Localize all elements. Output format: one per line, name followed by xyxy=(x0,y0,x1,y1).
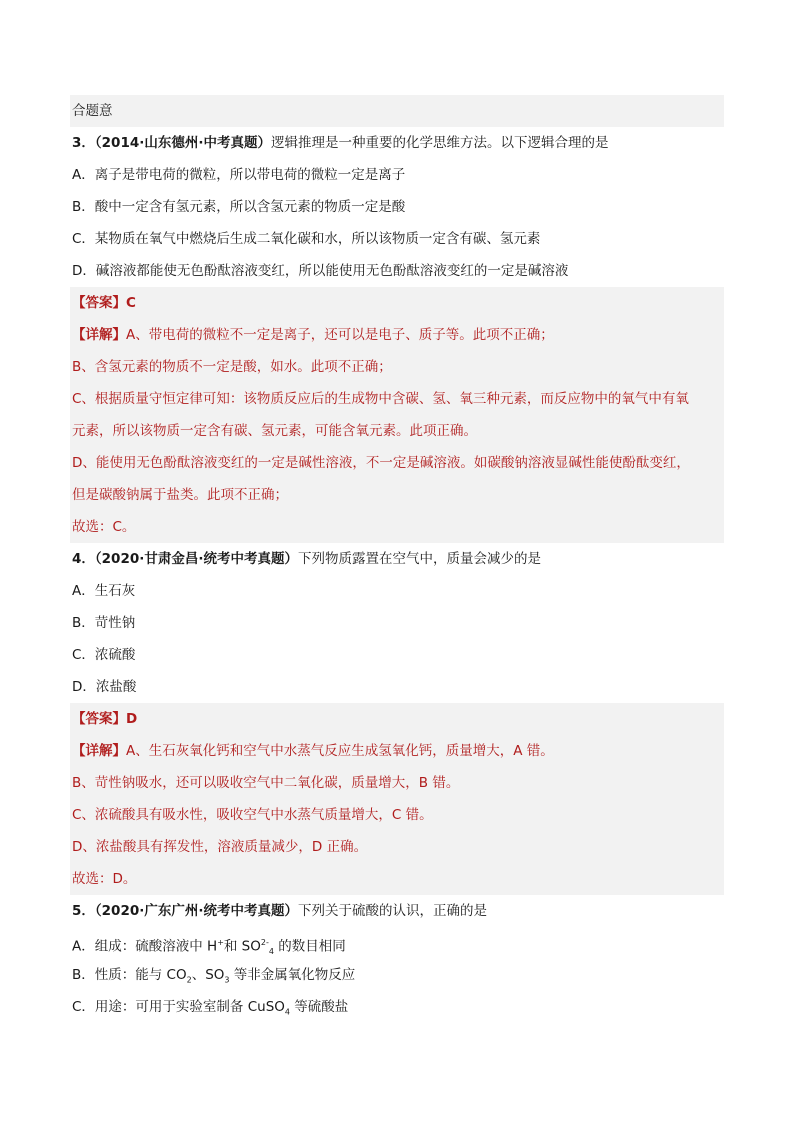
question-number: 3． xyxy=(72,135,95,151)
question-number: 4． xyxy=(72,551,95,567)
question-source: （2014·山东德州·中考真题） xyxy=(94,135,271,151)
option-text: 和 SO xyxy=(223,938,261,955)
question-text: 下列物质露置在空气中，质量会减少的是 xyxy=(298,551,541,567)
subscript: 2 xyxy=(186,975,192,985)
q3-option-d: D．碱溶液都能使无色酚酞溶液变红，所以能使用无色酚酞溶液变红的一定是碱溶液 xyxy=(72,263,569,279)
q4-option-c: C．浓硫酸 xyxy=(72,647,136,663)
q3-option-a: A．离子是带电荷的微粒，所以带电荷的微粒一定是离子 xyxy=(72,167,406,183)
q4-option-d: D．浓盐酸 xyxy=(72,679,137,695)
option-text: 的数目相同 xyxy=(273,938,346,955)
q5-option-b xyxy=(70,959,724,991)
q3-detail-d2: 但是碳酸钠属于盐类。此项不正确； xyxy=(72,487,288,503)
option-text: 等非金属氧化物反应 xyxy=(229,967,356,983)
question-source: （2020·甘肃金昌·统考中考真题） xyxy=(94,551,298,567)
q4-detail-a xyxy=(70,735,724,767)
document-page xyxy=(70,95,724,1023)
q3-detail-b: B、含氢元素的物质不一定是酸，如水。此项不正确； xyxy=(72,359,392,375)
detail-text: A、生石灰氧化钙和空气中水蒸气反应生成氢氧化钙，质量增大，A 错。 xyxy=(126,743,554,759)
q3-answer xyxy=(70,287,724,319)
q3-option-c: C．某物质在氧气中燃烧后生成二氧化碳和水，所以该物质一定含有碳、氢元素 xyxy=(72,231,541,247)
question-4-stem xyxy=(70,543,724,575)
answer-tag: 【答案】 xyxy=(72,711,126,727)
q4-detail-d: D、浓盐酸具有挥发性，溶液质量减少，D 正确。 xyxy=(72,839,368,855)
q3-option-b: B．酸中一定含有氢元素，所以含氢元素的物质一定是酸 xyxy=(72,199,406,215)
superscript: 2- xyxy=(260,938,269,947)
subscript: 4 xyxy=(268,947,274,957)
question-3-stem xyxy=(70,127,724,159)
question-text: 逻辑推理是一种重要的化学思维方法。以下逻辑合理的是 xyxy=(271,135,609,151)
question-text: 下列关于硫酸的认识，正确的是 xyxy=(298,903,487,919)
q3-detail-c1: C、根据质量守恒定律可知：该物质反应后的生成物中含碳、氢、氧三种元素，而反应物中的氧气中有氧 xyxy=(72,391,689,407)
option-text: 、SO xyxy=(191,967,225,983)
q3-detail-a xyxy=(70,319,724,351)
option-text: B．性质：能与 CO xyxy=(72,967,187,983)
q4-detail-c: C、浓硫酸具有吸水性，吸收空气中水蒸气质量增大，C 错。 xyxy=(72,807,433,823)
q4-choose: 故选：D。 xyxy=(72,871,137,887)
q3-detail-c2: 元素，所以该物质一定含有碳、氢元素，可能含氧元素。此项正确。 xyxy=(72,423,477,439)
prev-answer-tail: 合题意 xyxy=(70,95,724,127)
question-5-stem xyxy=(70,895,724,927)
answer-tag: 【答案】 xyxy=(72,295,126,311)
subscript: 3 xyxy=(224,975,230,985)
q3-choose: 故选：C。 xyxy=(72,519,136,535)
q4-answer xyxy=(70,703,724,735)
answer-value: C xyxy=(126,295,136,311)
q4-answer-block xyxy=(70,703,724,895)
q4-detail-b: B、苛性钠吸水，还可以吸收空气中二氧化碳，质量增大，B 错。 xyxy=(72,775,460,791)
sulfate-ion-charge xyxy=(261,927,274,959)
q5-option-a xyxy=(70,927,724,959)
question-source: （2020·广东广州·统考中考真题） xyxy=(94,903,298,919)
option-text: A．组成：硫酸溶液中 H xyxy=(72,938,218,955)
option-text: C．用途：可用于实验室制备 CuSO xyxy=(72,999,285,1015)
q3-detail-d1: D、能使用无色酚酞溶液变红的一定是碱性溶液，不一定是碱溶液。如碳酸钠溶液显碱性能使酚酞变红， xyxy=(72,455,690,471)
q4-option-a: A．生石灰 xyxy=(72,583,136,599)
option-text: 等硫酸盐 xyxy=(290,999,349,1015)
q4-option-b: B．苛性钠 xyxy=(72,615,136,631)
detail-tag: 【详解】 xyxy=(72,327,126,343)
question-number: 5． xyxy=(72,903,95,919)
superscript: + xyxy=(217,938,224,947)
q3-answer-block xyxy=(70,287,724,543)
answer-value: D xyxy=(126,711,138,727)
subscript: 4 xyxy=(284,1007,290,1017)
detail-tag: 【详解】 xyxy=(72,743,126,759)
detail-text: A、带电荷的微粒不一定是离子，还可以是电子、质子等。此项不正确； xyxy=(126,327,554,343)
q5-option-c xyxy=(70,991,724,1023)
